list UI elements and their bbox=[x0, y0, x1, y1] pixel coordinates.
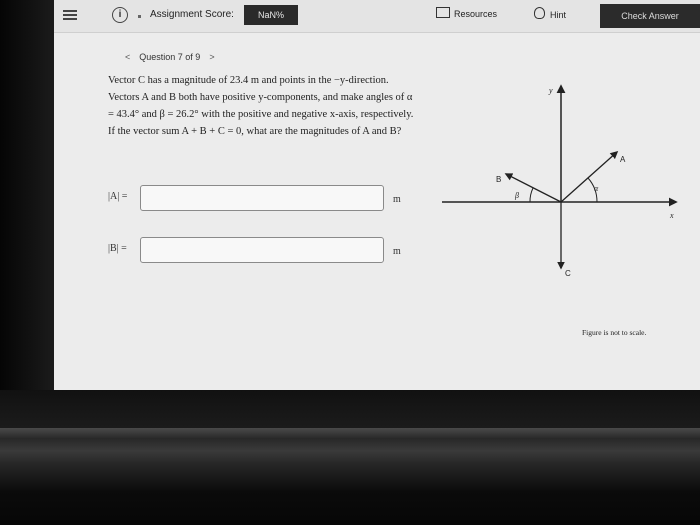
beta-arc bbox=[530, 188, 533, 202]
question-counter: Question 7 of 9 bbox=[139, 52, 201, 62]
answer-b-unit: m bbox=[393, 246, 401, 257]
info-icon[interactable]: i bbox=[112, 7, 128, 23]
browser-screen bbox=[54, 0, 700, 392]
monitor-edge-strip bbox=[0, 428, 700, 438]
monitor-bezel-left bbox=[0, 0, 54, 400]
hint-button[interactable] bbox=[534, 7, 566, 20]
answer-b-input[interactable] bbox=[140, 237, 384, 263]
answer-a-input[interactable] bbox=[140, 185, 384, 211]
answer-a-unit: m bbox=[393, 194, 401, 205]
assignment-score-badge: NaN% bbox=[244, 5, 298, 25]
chevron-left-icon[interactable]: < bbox=[125, 52, 131, 62]
question-text: Vector C has a magnitude of 23.4 m and points in the −y-direction. Vectors A and B both have positive y-components, and make angles of α = 43.4° and β = 26.2° with the positive and negative x-axis, respectively. If the vector sum A + B + C = 0, what are the magnitudes of A and B? bbox=[108, 75, 414, 137]
chevron-right-icon[interactable]: > bbox=[209, 52, 215, 62]
assignment-score-label: Assignment Score: bbox=[150, 9, 234, 20]
vector-a-label: A bbox=[620, 155, 626, 164]
resources-label: Resources bbox=[454, 9, 498, 19]
question-navigation bbox=[116, 52, 224, 62]
resources-button[interactable] bbox=[436, 7, 497, 19]
x-axis-label: x bbox=[670, 211, 674, 220]
answer-a-label: |A| = bbox=[108, 191, 128, 202]
menu-icon[interactable] bbox=[62, 8, 78, 24]
vector-diagram bbox=[434, 78, 684, 348]
alpha-label: α bbox=[594, 184, 599, 193]
beta-label: β bbox=[515, 191, 519, 200]
vector-c-label: C bbox=[565, 269, 571, 278]
answer-b-label: |B| = bbox=[108, 243, 127, 254]
y-axis-label: y bbox=[549, 86, 553, 95]
top-toolbar bbox=[54, 0, 700, 33]
lightbulb-icon bbox=[534, 7, 545, 19]
separator-dot bbox=[138, 15, 141, 18]
figure-caption: Figure is not to scale. bbox=[582, 328, 647, 337]
vector-b-label: B bbox=[496, 175, 502, 184]
check-answer-button[interactable]: Check Answer bbox=[600, 4, 700, 28]
monitor-bezel-bottom bbox=[0, 390, 700, 525]
hint-label: Hint bbox=[550, 10, 567, 20]
vector-a-arrow bbox=[561, 152, 617, 202]
resources-icon bbox=[436, 7, 450, 18]
